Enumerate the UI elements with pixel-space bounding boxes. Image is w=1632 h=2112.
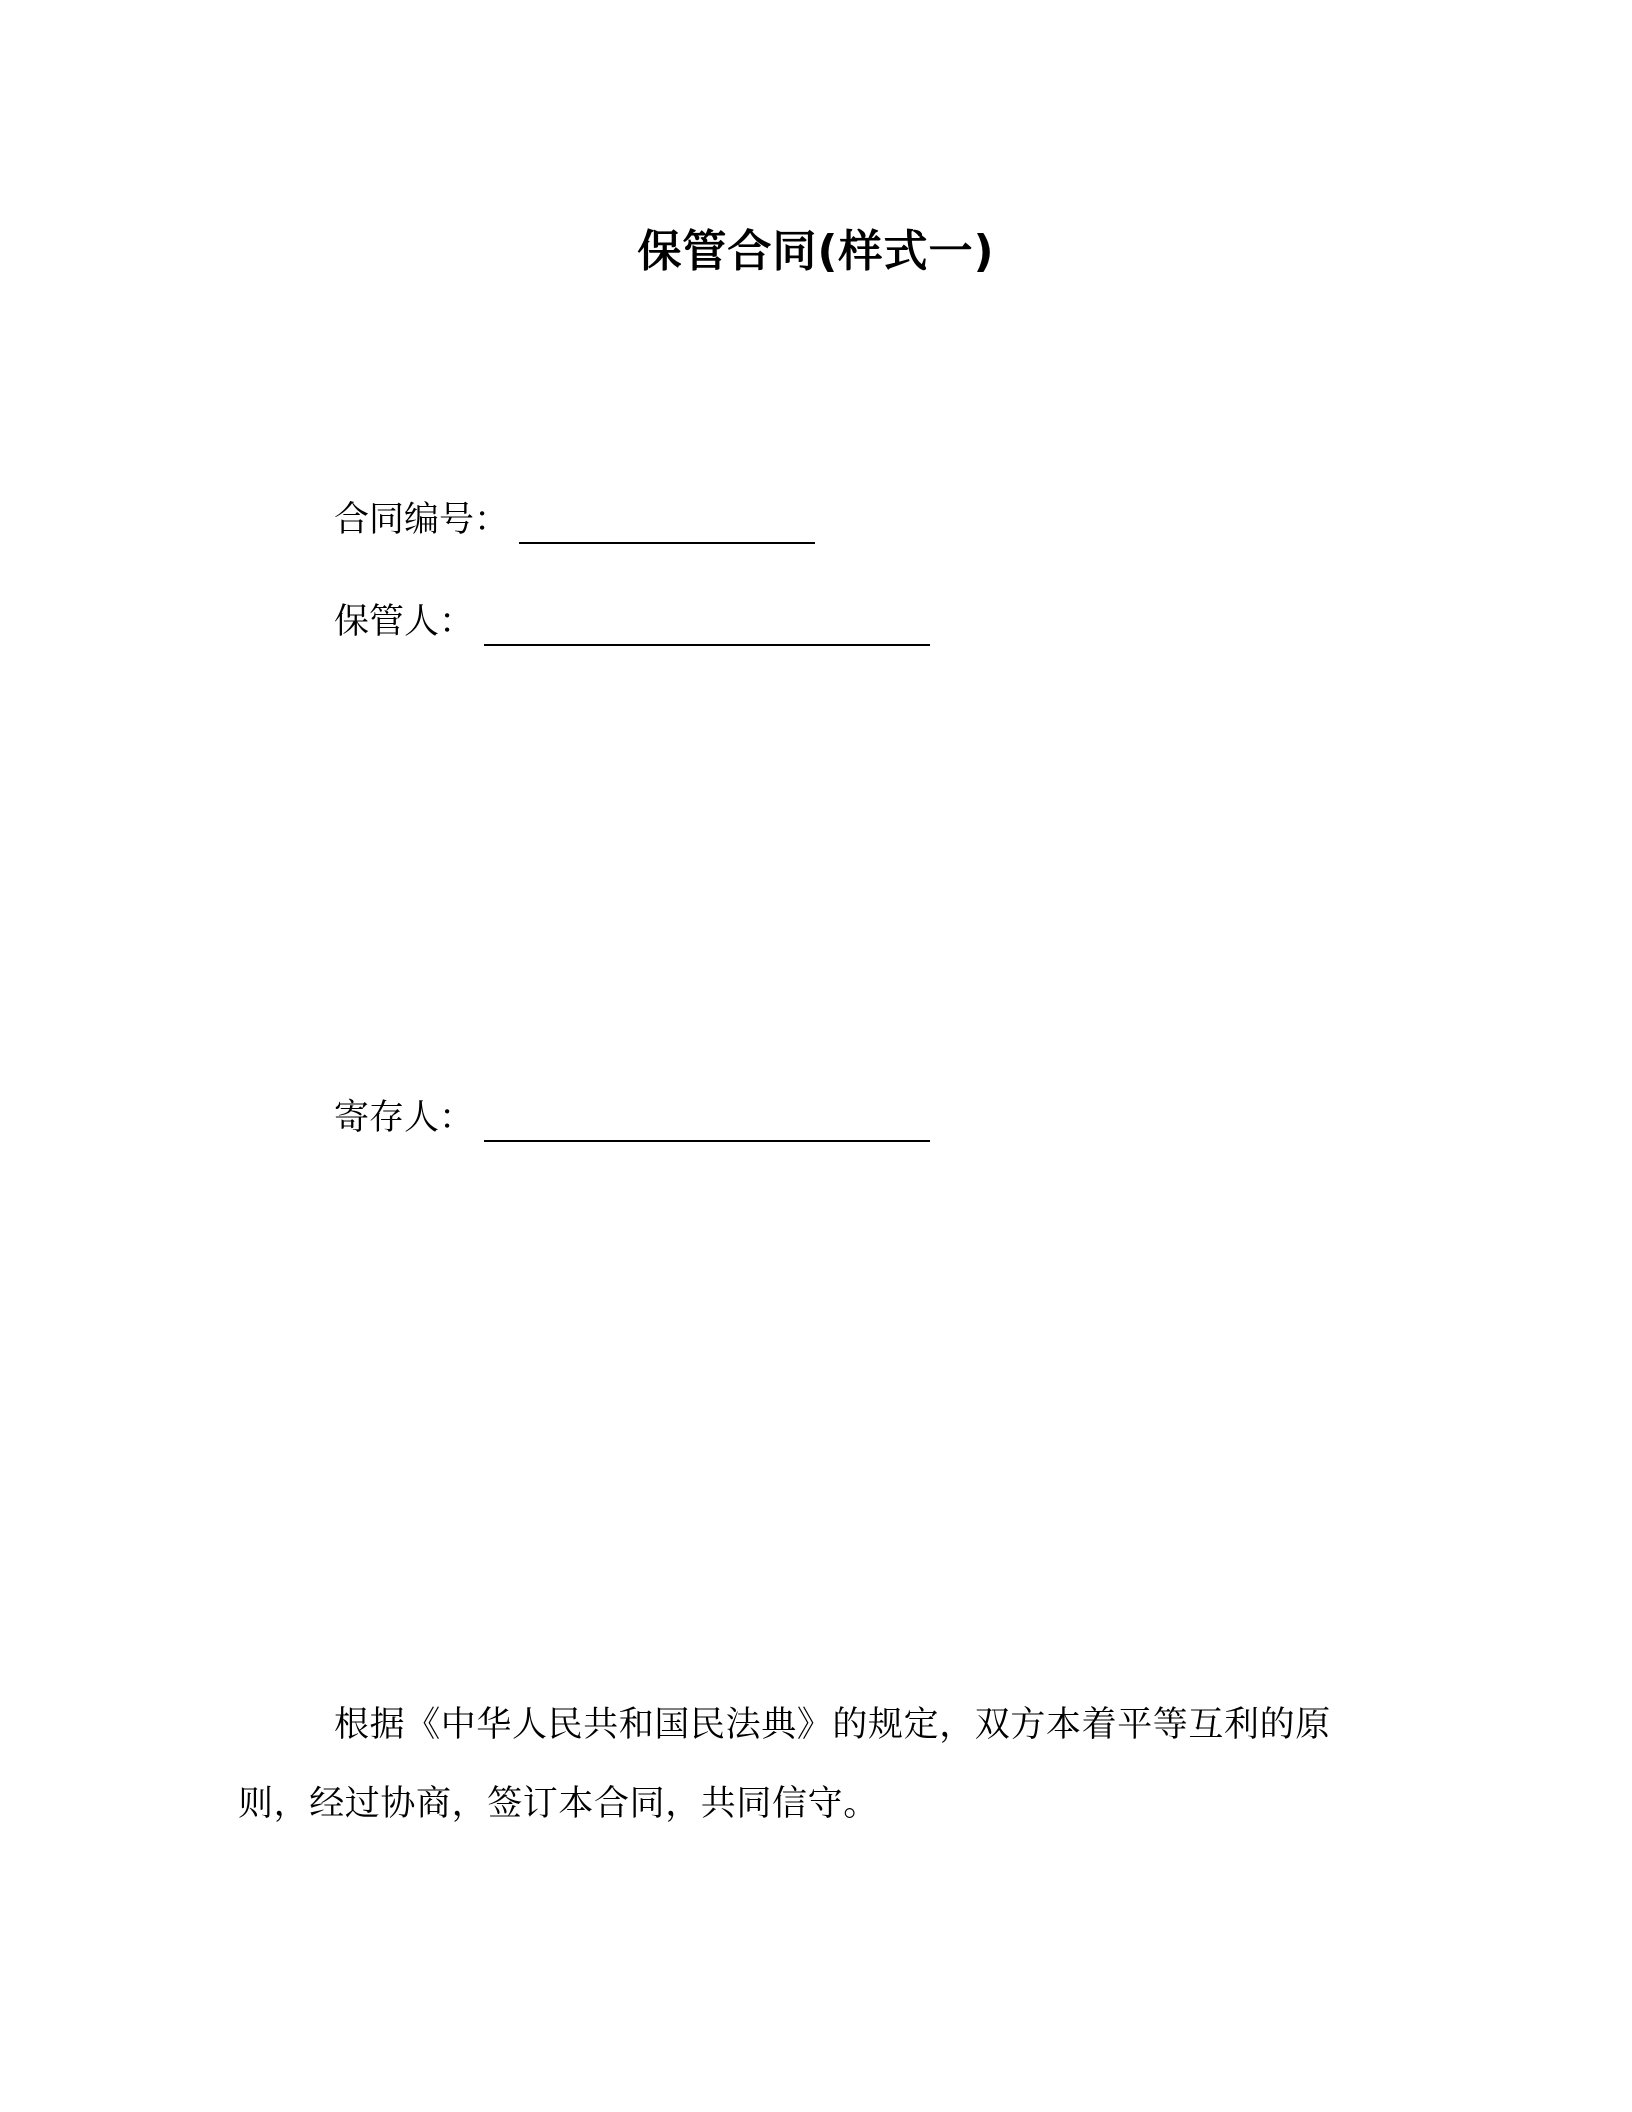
contract-number-field (334, 496, 815, 544)
depositor-field (334, 1094, 930, 1142)
contract-number-blank[interactable] (519, 502, 815, 544)
custodian-blank[interactable] (484, 604, 930, 646)
custodian-field (334, 598, 930, 646)
custodian-label: 保管人： (334, 602, 475, 642)
depositor-label: 寄存人： (334, 1098, 475, 1138)
preamble-paragraph: 根据《中华人民共和国民法典》的规定，双方本着平等互利的原则，经过协商，签订本合同，共同信守。 (238, 1705, 1331, 1824)
depositor-blank[interactable] (484, 1100, 930, 1142)
document-title: 保管合同(样式一) (637, 226, 995, 277)
contract-number-label: 合同编号： (334, 500, 510, 540)
